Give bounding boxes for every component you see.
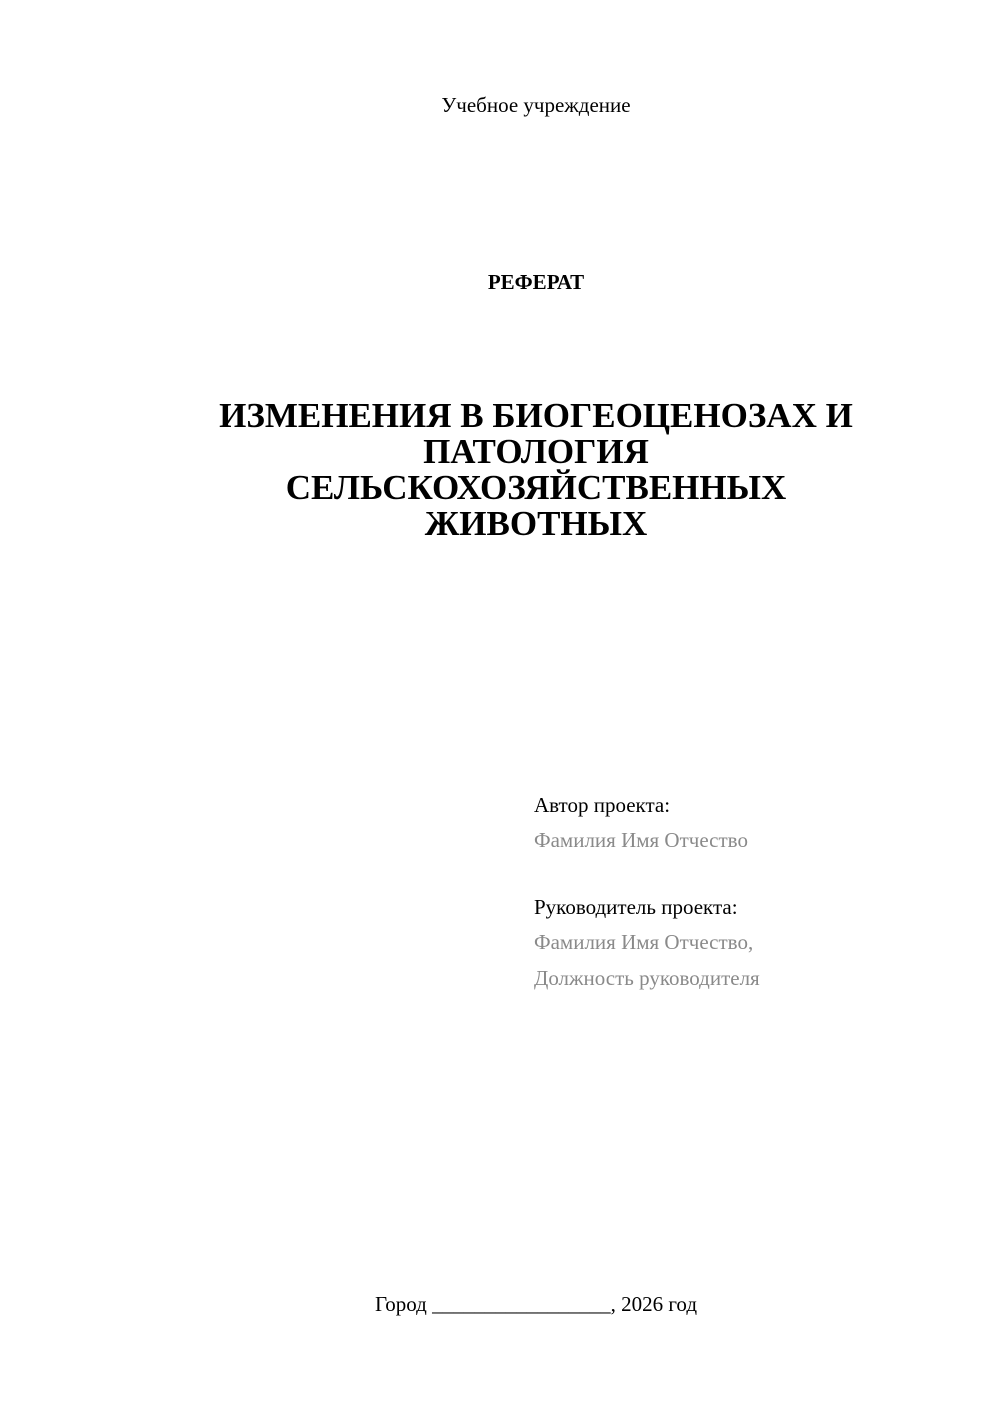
author-name: Фамилия Имя Отчество	[534, 828, 748, 852]
document-title	[170, 398, 902, 542]
title-line-2: ПАТОЛОГИЯ	[423, 432, 649, 471]
supervisor-position: Должность руководителя	[534, 966, 760, 990]
document-type: РЕФЕРАТ	[487, 270, 585, 294]
author-label: Автор проекта:	[534, 793, 671, 817]
supervisor-label: Руководитель проекта:	[534, 895, 738, 919]
spacer	[534, 858, 974, 890]
supervisor-name: Фамилия Имя Отчество,	[534, 930, 754, 954]
title-line-3: СЕЛЬСКОХОЗЯЙСТВЕННЫХ	[285, 468, 787, 507]
title-line-4: ЖИВОТНЫХ	[424, 504, 648, 543]
city-year-line: Город _________________, 2026 год	[374, 1292, 698, 1316]
project-info	[534, 788, 974, 996]
title-line-1: ИЗМЕНЕНИЯ В БИОГЕОЦЕНОЗАХ И	[219, 396, 853, 435]
institution-name: Учебное учреждение	[441, 93, 631, 117]
